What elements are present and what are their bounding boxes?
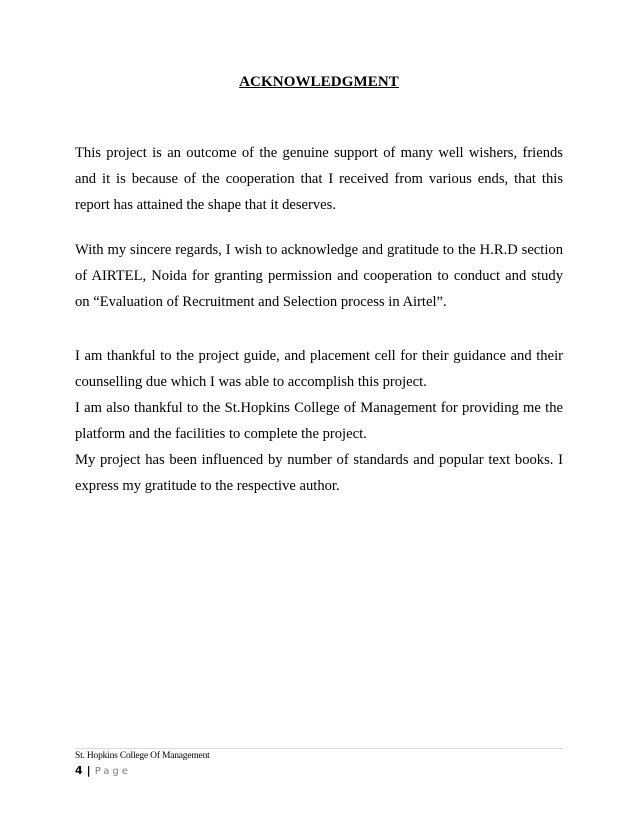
paragraph-line: on “Evaluation of Recruitment and Selection process in Airtel”. — [75, 294, 447, 310]
paragraph-regards — [75, 237, 563, 315]
page-number: 4 — [75, 764, 83, 777]
paragraph-line: express my gratitude to the respective author. — [75, 478, 340, 494]
paragraph-line: This project is an outcome of the genuine support of many well wishers, friends — [75, 145, 563, 161]
page-separator: | — [86, 764, 91, 777]
paragraph-line: counselling due which I was able to accomplish this project. — [75, 374, 427, 390]
page-label: Page — [94, 766, 131, 777]
footer-divider — [75, 748, 563, 749]
paragraph-line: I am thankful to the project guide, and placement cell for their guidance and their — [75, 348, 563, 364]
paragraph-line: of AIRTEL, Noida for granting permission and cooperation to conduct and study — [75, 268, 563, 284]
paragraph-line: platform and the facilities to complete the project. — [75, 426, 367, 442]
paragraph-line: report has attained the shape that it deserves. — [75, 197, 336, 213]
paragraph-line: With my sincere regards, I wish to acknowledge and gratitude to the H.R.D section — [75, 242, 563, 258]
paragraph-line: and it is because of the cooperation that I received from various ends, that this — [75, 171, 563, 187]
footer-college-name: St. Hopkins College Of Management — [75, 751, 210, 761]
paragraph-line: My project has been influenced by number of standards and popular text books. I — [75, 452, 563, 468]
paragraph-thanks — [75, 343, 563, 499]
paragraph-line: I am also thankful to the St.Hopkins College of Management for providing me the — [75, 400, 563, 416]
footer-page-number — [75, 764, 131, 777]
paragraph-support — [75, 140, 563, 218]
page-title: ACKNOWLEDGMENT — [239, 74, 399, 90]
